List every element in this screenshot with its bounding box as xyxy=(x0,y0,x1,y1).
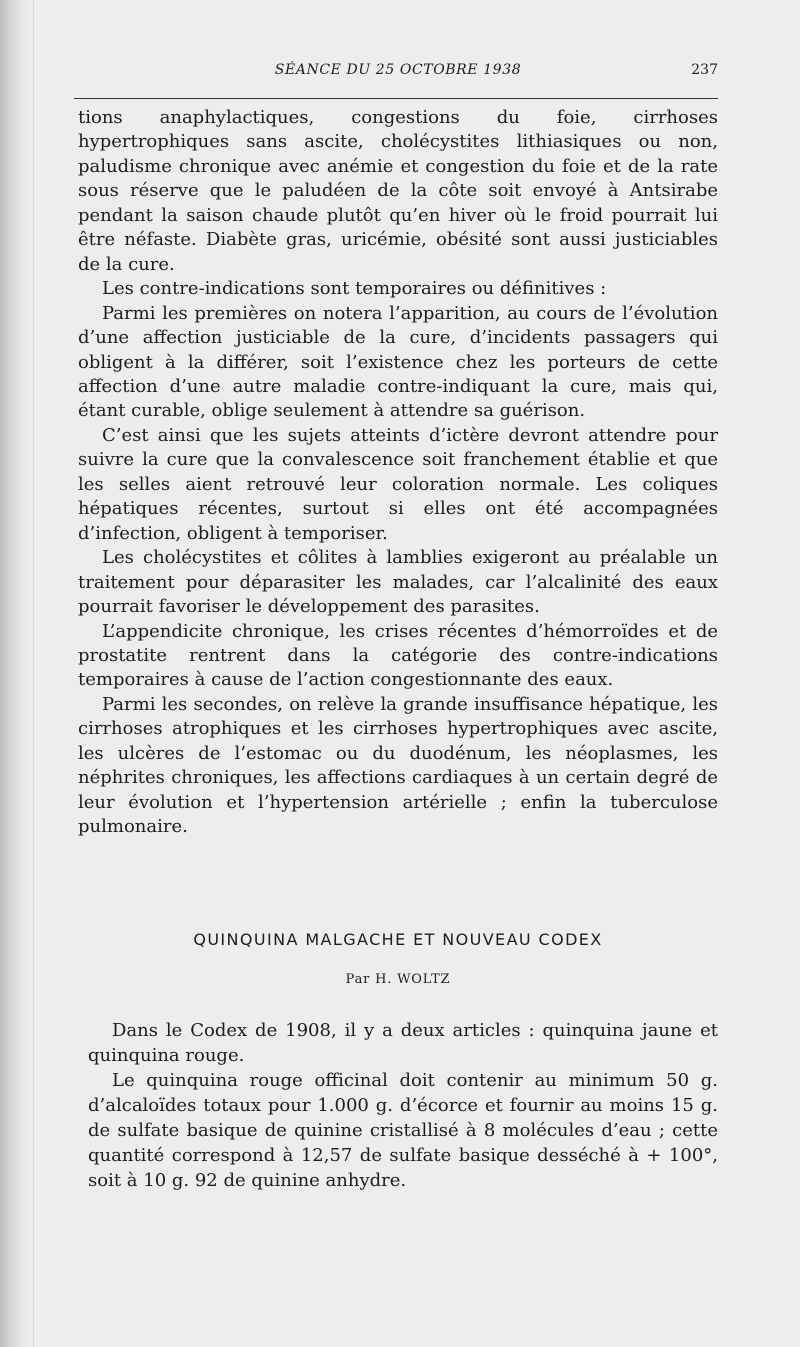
page-edge-line xyxy=(33,0,34,1347)
article-body xyxy=(88,1018,718,1193)
header-rule xyxy=(74,98,718,99)
paragraph: L’appendicite chronique, les crises récentes d’hémorroïdes et de prostatite rentrent dans la catégorie des contre-indications temporaires à cause de l’action congestionnante des eaux. xyxy=(78,620,718,691)
page-binding-edge xyxy=(0,0,28,1347)
article-title: QUINQUINA MALGACHE ET NOUVEAU CODEX xyxy=(193,930,603,949)
article-byline: Par H. WOLTZ xyxy=(345,972,451,987)
running-header xyxy=(78,62,718,86)
paragraph: Dans le Codex de 1908, il y a deux articles : quinquina jaune et quinquina rouge. xyxy=(88,1020,718,1066)
paragraph: Parmi les secondes, on relève la grande insuffisance hépatique, les cirrhoses atrophiques et les cirrhoses hypertrophiques avec ascite, les ulcères de l’estomac ou du duodénum, les néoplasmes, les néphrites chroniques, les affections cardiaques à un certain degré de leur évolution et l’hypertension artérielle ; enfin la tuberculose pulmonaire. xyxy=(78,693,718,838)
paragraph: C’est ainsi que les sujets atteints d’ictère devront attendre pour suivre la cure que la convalescence soit franchement établie et que les selles aient retrouvé leur coloration normale. Les coliques hépatiques récentes, surtout si elles ont été accompagnées d’infection, obligent à temporiser. xyxy=(78,424,718,544)
paragraph: Les contre-indications sont temporaires ou définitives : xyxy=(102,278,607,300)
page-number: 237 xyxy=(691,62,718,78)
continued-section xyxy=(78,106,718,840)
paragraph: Le quinquina rouge officinal doit contenir au minimum 50 g. d’alcaloïdes totaux pour 1.000 g. d’écorce et fournir au moins 15 g. de sulfate basique de quinine cristallisé à 8 molécules d’eau ; cette quantité correspond à 12,57 de sulfate basique desséché à + 100°, soit à 10 g. 92 de quinine anhydre. xyxy=(88,1070,718,1191)
paragraph: Les cholécystites et côlites à lamblies exigeront au préalable un traitement pour déparasiter les malades, car l’alcalinité des eaux pourrait favoriser le développement des parasites. xyxy=(78,547,718,618)
paragraph: tions anaphylactiques, congestions du foie, cirrhoses hypertrophiques sans ascite, cholécystites lithiasiques ou non, paludisme chronique avec anémie et congestion du foie et de la rate sous réserve que le paludéen de la côte soit envoyé à Antsirabe pendant la saison chaude plutôt qu’en hiver où le froid pourrait lui être néfaste. Diabète gras, uricémie, obésité sont aussi justiciables de la cure. xyxy=(78,107,718,275)
running-title: SÉANCE DU 25 OCTOBRE 1938 xyxy=(274,62,522,78)
paragraph: Parmi les premières on notera l’apparition, au cours de l’évolution d’une affection justiciable de la cure, d’incidents passagers qui obligent à la différer, soit l’existence chez les porteurs de cette affection d’une autre maladie contre-indiquant la cure, mais qui, étant curable, oblige seulement à attendre sa guérison. xyxy=(78,302,718,422)
